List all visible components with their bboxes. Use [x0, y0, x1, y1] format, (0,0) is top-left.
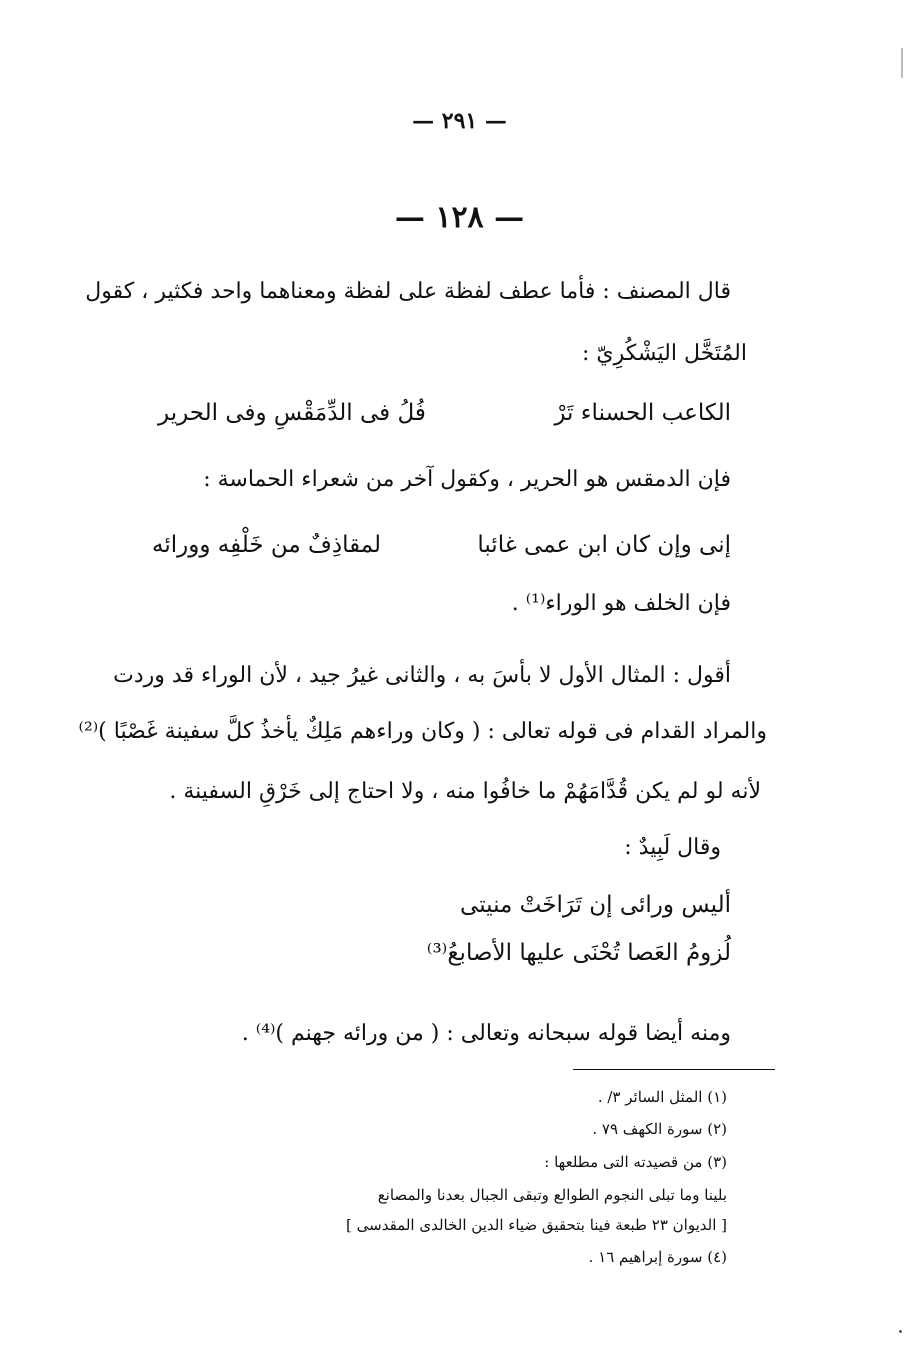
paragraph-line: فإن الخلف هو الوراء⁽¹⁾ .: [511, 591, 731, 616]
scan-mark: [901, 48, 903, 78]
section-number: — ١٢٨ —: [394, 200, 525, 235]
footnote: (٢) سورة الكهف ٧٩ .: [592, 1120, 727, 1138]
verse-second-hemistich: لُزومُ العَصا تُحْنَى عليها الأصابعُ⁽³⁾: [426, 940, 731, 966]
footnote: (١) المثل السائر ٣/ .: [597, 1088, 727, 1106]
verse-first-hemistich: إنى وإن كان ابن عمى غائبا: [477, 532, 731, 558]
paragraph-line: لأنه لو لم يكن قُدَّامَهُمْ ما خافُوا منه ، ولا احتاج إلى خَرْقِ السفينة .: [169, 779, 761, 804]
verse-first-hemistich: الكاعب الحسناء تَرْ: [554, 400, 731, 426]
paragraph-line: المُتَخَّل اليَشْكُرِيّ :: [581, 341, 747, 366]
paragraph-line: فإن الدمقس هو الحرير ، وكقول آخر من شعراء الحماسة :: [203, 467, 731, 492]
verse-second-hemistich: لمقاذِفٌ من خَلْفِه وورائه: [152, 532, 382, 558]
paragraph-line: أقول : المثال الأول لا بأسَ به ، والثانى غيرُ جيد ، لأن الوراء قد وردت: [113, 663, 731, 688]
scan-mark: [899, 1330, 902, 1333]
footnote-verse: بلينا وما تبلى النجوم الطوالع وتبقى الجبال بعدنا والمصانع: [377, 1186, 727, 1204]
footnote: (٤) سورة إبراهيم ١٦ .: [588, 1248, 727, 1266]
verse-first-hemistich: أليس ورائى إن تَرَاخَتْ منيتى: [460, 892, 731, 918]
paragraph-line: ومنه أيضا قوله سبحانه وتعالى : ( من ورائه جهنم )⁽⁴⁾ .: [241, 1021, 731, 1046]
paragraph-line: وقال لَبِيدٌ :: [624, 835, 721, 860]
paragraph-line: قال المصنف : فأما عطف لفظة على لفظة ومعناهما واحد فكثير ، كقول: [85, 279, 731, 304]
footnote-rule: [573, 1069, 775, 1070]
page-number: — ٢٩١ —: [412, 108, 507, 134]
paragraph-line: والمراد القدام فى قوله تعالى : ( وكان وراءهم مَلِكٌ يأخذُ كلَّ سفينة غَصْبًا )⁽²⁾: [78, 719, 767, 744]
footnote: (٣) من قصيدته التى مطلعها :: [544, 1153, 727, 1171]
verse-second-hemistich: فُلُ فى الدِّمَقْسِ وفى الحرير: [158, 400, 426, 426]
footnote-source: [ الديوان ٢٣ طبعة فينا بتحقيق ضياء الدين الخالدى المقدسى ]: [346, 1216, 727, 1234]
